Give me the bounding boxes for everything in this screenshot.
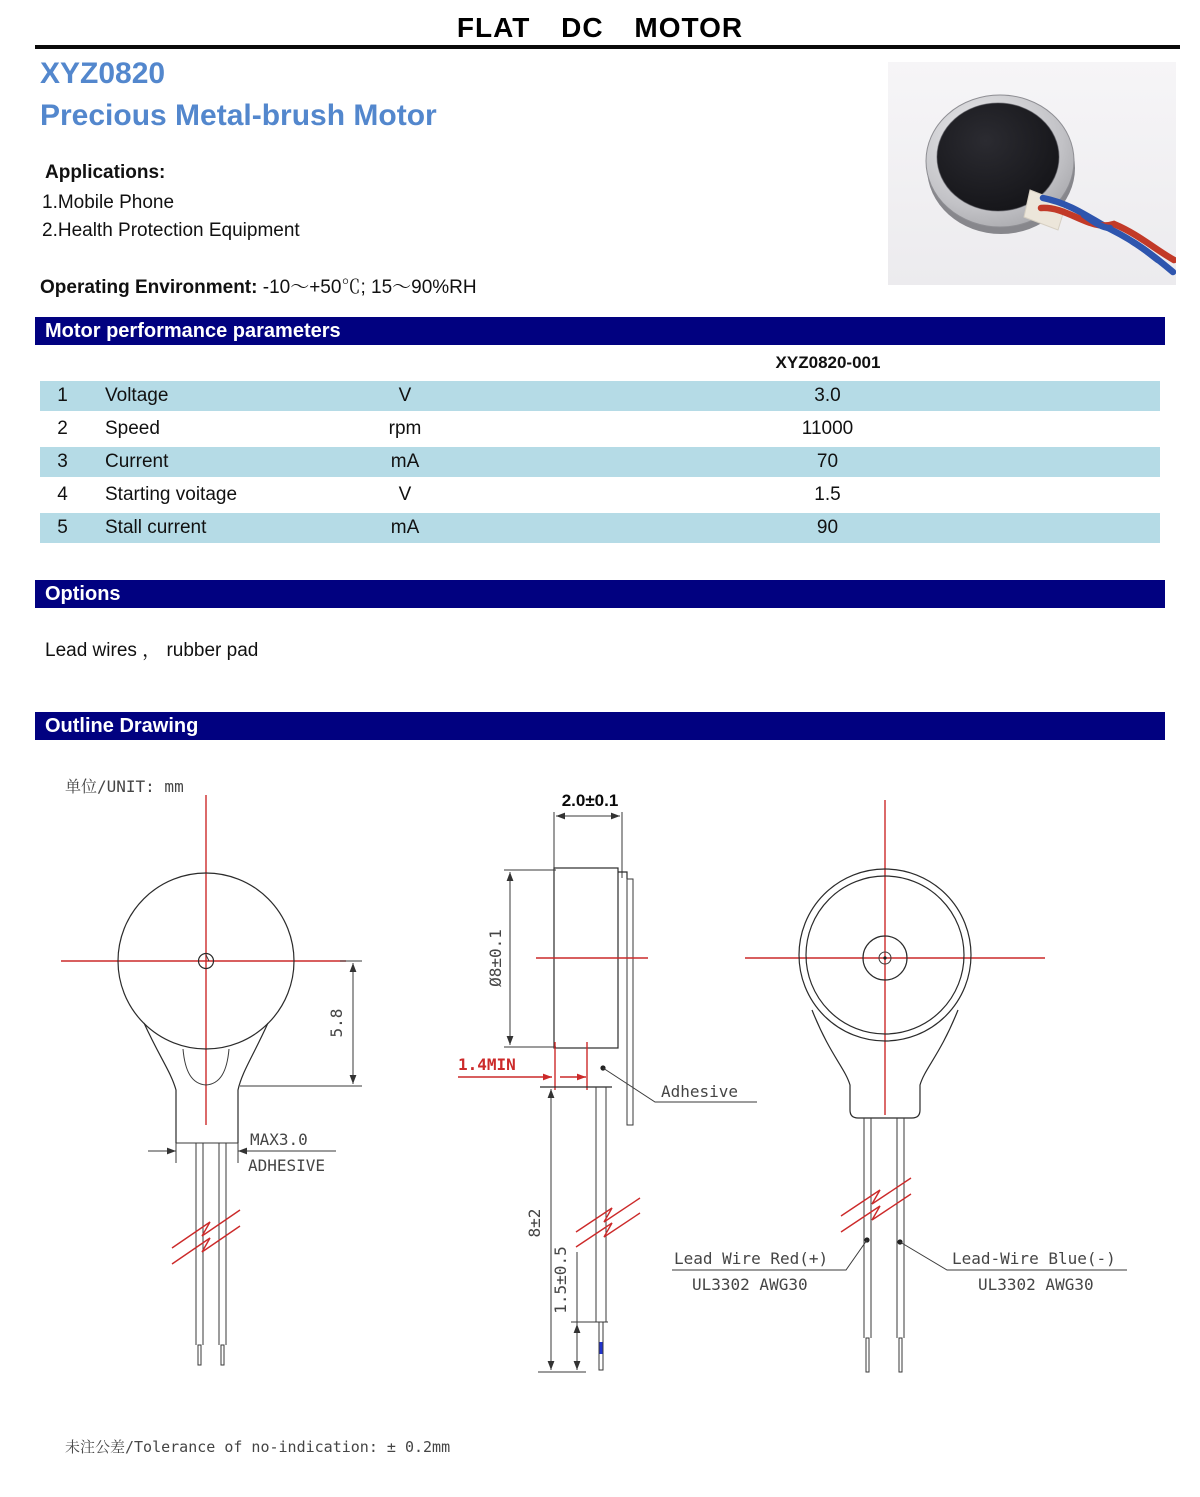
front-view-wires	[196, 1143, 226, 1365]
side-view-wire	[576, 1087, 640, 1370]
adhesive-callout	[600, 1065, 757, 1102]
row-unit: rpm	[388, 418, 422, 439]
tolerance-note: 未注公差/Tolerance of no-indication: ± 0.2mm	[65, 1438, 451, 1456]
title-rule	[35, 45, 1180, 49]
dim-strip-length-label: 1.5±0.5	[551, 1246, 570, 1314]
unit-note: 单位/UNIT: mm	[65, 777, 184, 796]
back-view-wires	[864, 1118, 904, 1372]
lead-red-spec: UL3302 AWG30	[692, 1275, 808, 1294]
application-item: 2.Health Protection Equipment	[42, 220, 300, 241]
outline-drawing	[0, 750, 1200, 1497]
lead-blue-label: Lead-Wire Blue(-)	[952, 1249, 1116, 1268]
row-value: 11000	[801, 418, 854, 439]
table-row	[40, 480, 1160, 510]
lead-blue-callout	[897, 1239, 1127, 1294]
dim-body-height	[240, 961, 362, 1086]
table-column-header: XYZ0820-001	[775, 353, 881, 372]
product-photo-graphic	[888, 62, 1176, 285]
lead-red-callout	[672, 1237, 870, 1294]
application-item: 1.Mobile Phone	[42, 192, 175, 213]
section-banner-performance: Motor performance parameters	[35, 317, 1165, 345]
adhesive-min-label: 1.4MIN	[458, 1055, 516, 1074]
table-row	[40, 414, 1160, 444]
dim-thickness-label: 2.0±0.1	[561, 791, 619, 810]
lead-blue-spec: UL3302 AWG30	[978, 1275, 1094, 1294]
section-banner-options: Options	[35, 580, 1165, 608]
row-parameter: Voltage	[105, 385, 169, 406]
row-unit: V	[398, 484, 412, 505]
wire-blue-mark	[600, 1342, 603, 1354]
model-heading: XYZ0820	[40, 57, 166, 90]
row-value: 1.5	[814, 484, 841, 505]
dim-adhesive-min	[458, 1042, 587, 1090]
row-unit: V	[398, 385, 412, 406]
row-value: 90	[816, 517, 839, 538]
front-view	[61, 795, 362, 1365]
row-number: 2	[57, 418, 68, 439]
row-number: 3	[57, 451, 68, 472]
lead-red-label: Lead Wire Red(+)	[674, 1249, 829, 1268]
dim-body-height-label: 5.8	[327, 1008, 346, 1038]
dim-diameter-label: Ø8±0.1	[486, 929, 505, 987]
table-row	[40, 381, 1160, 411]
max-adhesive-word: ADHESIVE	[248, 1156, 326, 1175]
operating-environment-value: -10～+50℃; 15～90%RH	[262, 277, 477, 298]
operating-environment-label: Operating Environment:	[40, 277, 258, 298]
row-number: 4	[57, 484, 68, 505]
applications-label: Applications:	[45, 162, 166, 183]
row-number: 1	[57, 385, 68, 406]
row-unit: mA	[390, 517, 420, 538]
wire-break-marks	[841, 1178, 911, 1232]
adhesive-label: Adhesive	[661, 1082, 739, 1101]
section-banner-outline: Outline Drawing	[35, 712, 1165, 740]
table-row	[40, 513, 1160, 543]
wire-break-marks	[172, 1210, 240, 1264]
performance-table	[40, 381, 1160, 546]
rubber-pad-strip	[627, 879, 633, 1125]
max-adhesive-value: MAX3.0	[250, 1130, 308, 1149]
row-value: 3.0	[814, 385, 841, 406]
page-title: FLAT DC MOTOR	[456, 12, 744, 43]
subtitle-heading: Precious Metal-brush Motor	[40, 99, 437, 132]
dim-wire-length-label: 8±2	[525, 1208, 544, 1238]
row-parameter: Starting voitage	[105, 484, 238, 505]
back-view	[672, 800, 1127, 1372]
row-value: 70	[816, 451, 839, 472]
row-parameter: Current	[105, 451, 169, 472]
dim-wire-length	[525, 1089, 551, 1370]
table-row	[40, 447, 1160, 477]
operating-environment	[40, 272, 477, 299]
row-parameter: Speed	[105, 418, 160, 439]
neck-left-edge	[144, 1023, 176, 1143]
options-text: Lead wires ， rubber pad	[45, 640, 259, 661]
row-parameter: Stall current	[105, 517, 207, 538]
row-unit: mA	[390, 451, 420, 472]
row-number: 5	[57, 517, 68, 538]
product-photo	[888, 62, 1176, 285]
